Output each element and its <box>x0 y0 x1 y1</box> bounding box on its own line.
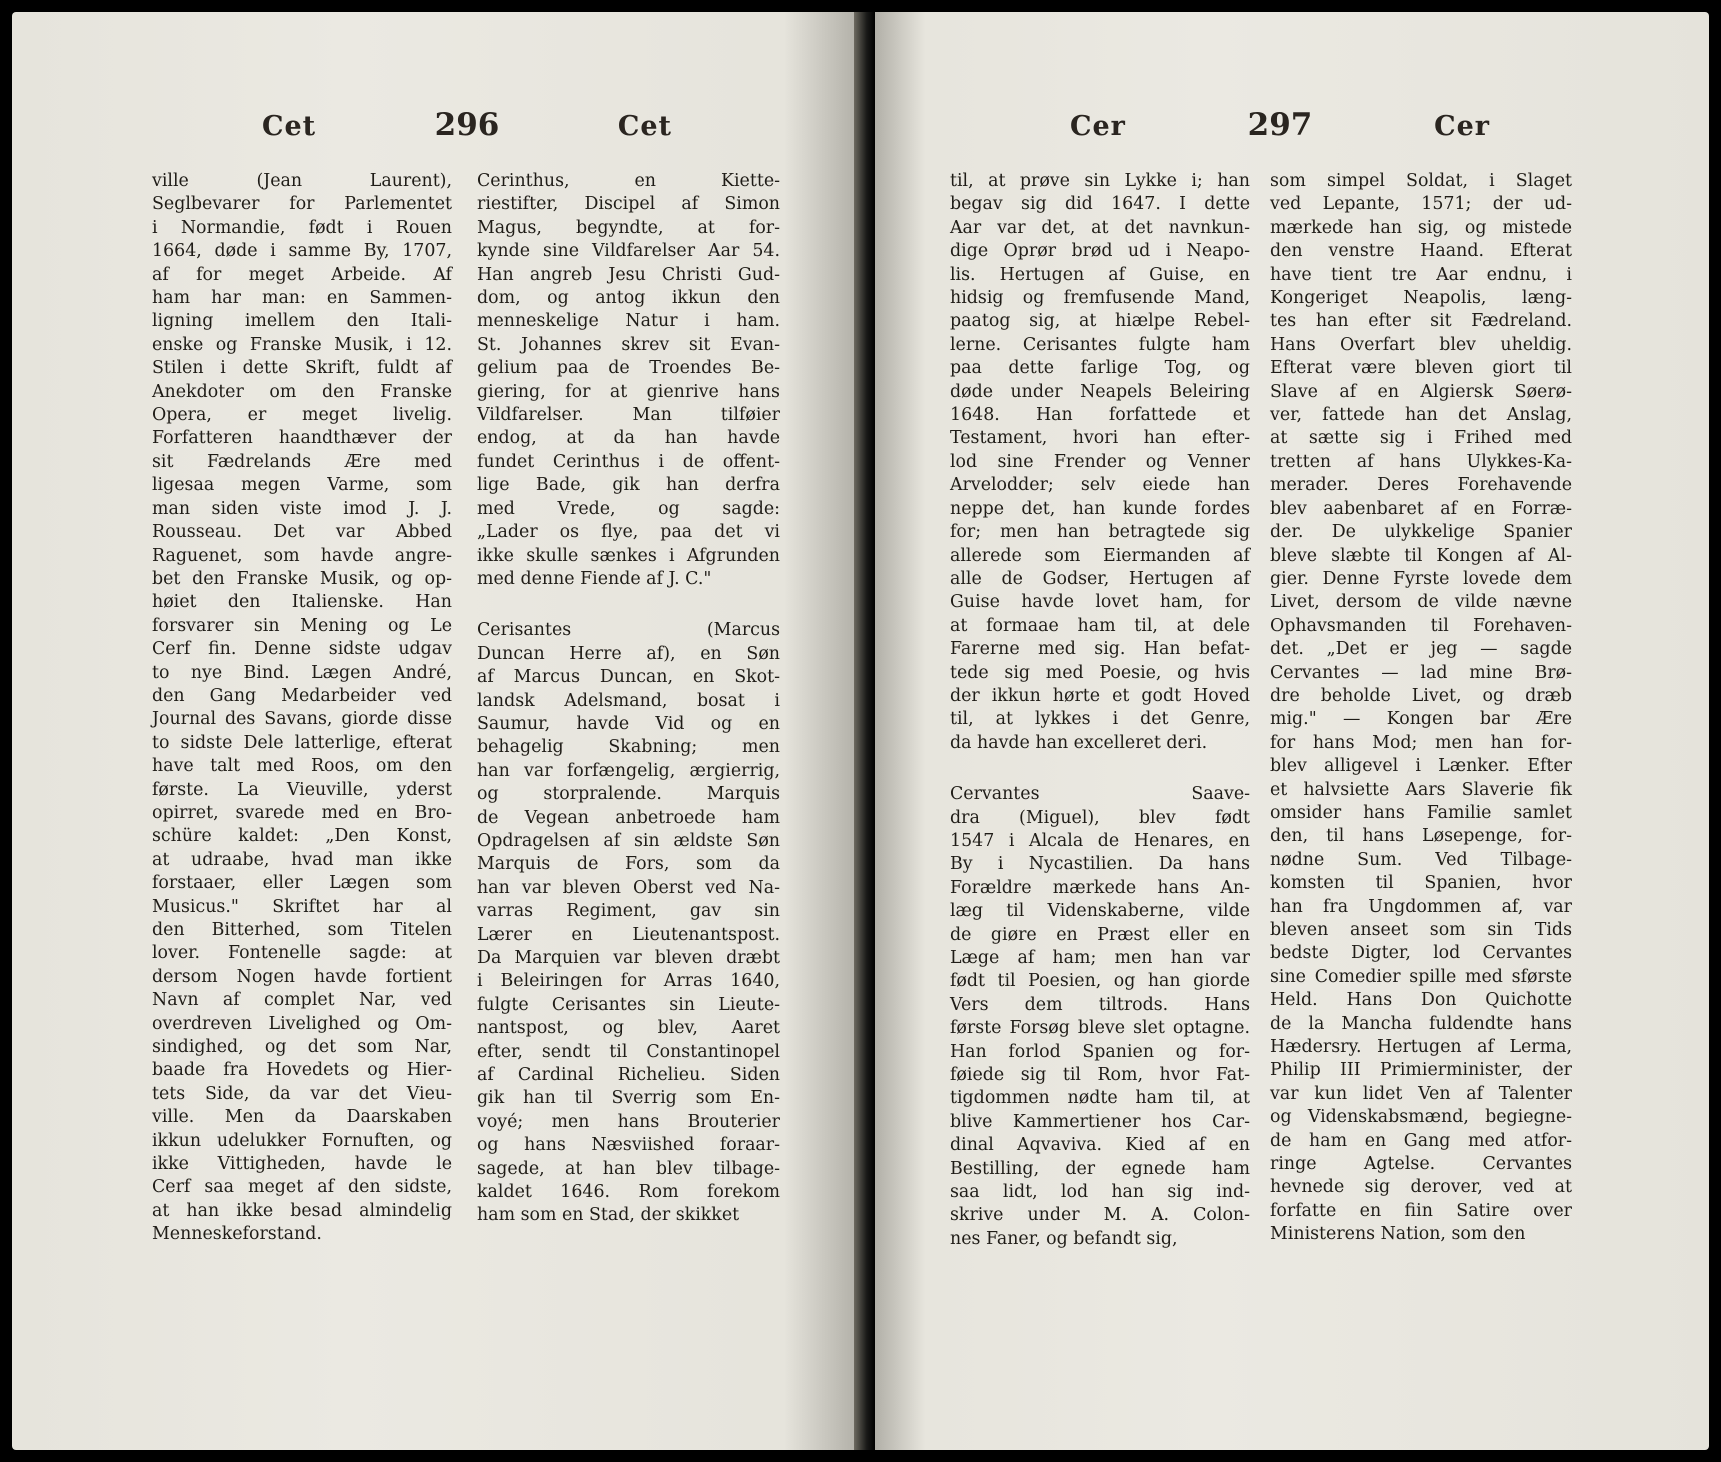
text-line: af for meget Arbeide. Af <box>152 264 452 285</box>
text-line: man siden viste imod J. J. <box>152 498 452 519</box>
text-line: By i Nycastilien. Da hans <box>950 854 1250 875</box>
text-line: da havde han excelleret deri. <box>950 732 1208 753</box>
text-line: af Cardinal Richelieu. Siden <box>477 1065 780 1086</box>
text-line: der. De ulykkelige Spanier <box>1270 522 1572 543</box>
text-line: efter, sendt til Constantinopel <box>477 1041 780 1062</box>
text-line: Arvelodder; selv eiede han <box>950 475 1250 496</box>
text-line: det. „Det er jeg — sagde <box>1270 639 1572 660</box>
entry-cerisantes <box>477 619 780 1228</box>
text-line: sine Comedier spille med sførste <box>1270 966 1572 987</box>
entry-cerinthus <box>477 170 780 591</box>
text-line: Magus, begyndte, at for- <box>477 217 780 238</box>
text-line: Vers dem tiltrods. Hans <box>950 994 1250 1015</box>
text-line: Anekdoter om den Franske <box>152 381 452 402</box>
text-line: Læge af ham; men han var <box>950 948 1250 968</box>
right-header-right-word: Cer <box>1434 111 1490 142</box>
text-line: omsider hans Familie samlet <box>1270 802 1572 823</box>
text-line: der ikkun hørte et godt Hoved <box>950 685 1250 706</box>
text-line: Hædersry. Hertugen af Lerma, <box>1270 1037 1572 1058</box>
left-page-column-2 <box>477 170 780 1228</box>
text-line: de ham en Gang med atfor- <box>1270 1130 1572 1151</box>
text-line: voyé; men hans Brouterier <box>477 1111 780 1132</box>
text-line: kynde sine Vildfarelser Aar 54. <box>477 241 780 262</box>
text-line: ville. Men da Daarskaben <box>152 1107 452 1128</box>
text-line: Han forlod Spanien og for- <box>950 1041 1250 1062</box>
text-line: Journal des Savans, giorde disse <box>152 709 452 730</box>
text-line: lod sine Frender og Venner <box>950 451 1250 472</box>
text-line: riestifter, Discipel af Simon <box>477 194 780 215</box>
left-page-header <box>262 107 672 143</box>
right-header-left-word: Cer <box>1070 111 1126 142</box>
text-line: Menneskeforstand. <box>152 1224 322 1245</box>
text-line: mig." — Kongen bar Ære <box>1270 709 1572 730</box>
left-page-number: 296 <box>434 107 500 143</box>
text-line: forsvarer sin Mening og Le <box>152 615 452 636</box>
text-line: Kongeriget Neapolis, læng- <box>1270 288 1572 309</box>
text-line: 1648. Han forfattede et <box>950 405 1250 426</box>
text-line: have tient tre Aar endnu, i <box>1270 264 1572 285</box>
text-line: for hans Mod; men han for- <box>1270 732 1572 753</box>
text-line: første. La Vieuville, yderst <box>152 779 452 800</box>
text-line: ham som en Stad, der skikket <box>477 1205 740 1226</box>
text-line: sagede, at han blev tilbage- <box>477 1158 780 1179</box>
text-line: ver, fattede han det Anslag, <box>1270 405 1572 426</box>
text-line: den, til hans Løsepenge, for- <box>1270 826 1572 847</box>
text-line: ringe Agtelse. Cervantes <box>1270 1154 1572 1175</box>
text-line: endog, at da han havde <box>477 428 780 449</box>
text-line: og hans Næsviished foraar- <box>477 1135 780 1156</box>
text-line: han fra Ungdommen af, var <box>1270 896 1572 917</box>
text-line: dige Oprør brød ud i Neapo- <box>950 241 1250 262</box>
text-line: nantspost, og blev, Aaret <box>477 1018 780 1039</box>
text-line: i Beleiringen for Arras 1640, <box>477 971 780 992</box>
text-line: have talt med Roos, om den <box>152 756 452 777</box>
text-line: Da Marquien var bleven dræbt <box>477 948 780 968</box>
text-line: med Vrede, og sagde: <box>477 498 780 519</box>
text-line: at udraabe, hvad man ikke <box>152 849 452 870</box>
text-line: mærkede han sig, og mistede <box>1270 217 1572 238</box>
text-line: schüre kaldet: „Den Konst, <box>152 826 452 847</box>
text-line: Cerf saa meget af den sidste, <box>152 1177 452 1198</box>
text-line: sindighed, og det som Nar, <box>152 1037 452 1058</box>
text-line: Musicus." Skriftet har al <box>152 896 452 917</box>
left-header-right-word: Cet <box>617 111 672 142</box>
text-line: Cerinthus, en Kiette- <box>477 171 780 191</box>
text-line: Rousseau. Det var Abbed <box>152 522 452 543</box>
text-line: behagelig Skabning; men <box>477 737 780 758</box>
text-line: baade fra Hovedets og Hier- <box>152 1060 452 1081</box>
text-line: et halvsiette Aars Slaverie fik <box>1270 779 1572 800</box>
text-line: Bestilling, der egnede ham <box>950 1158 1250 1179</box>
text-line: Livet, dersom de vilde nævne <box>1270 592 1572 613</box>
text-line: den Bitterhed, som Titelen <box>152 920 452 940</box>
text-line: var kun lidet Ven af Talenter <box>1270 1083 1572 1104</box>
text-line: ville (Jean Laurent), <box>152 171 452 191</box>
text-line: de la Mancha fuldendte hans <box>1270 1013 1572 1034</box>
text-line: Ministerens Nation, som den <box>1270 1224 1526 1245</box>
text-line: lerne. Cerisantes fulgte ham <box>950 334 1250 355</box>
text-line: merader. Deres Forehavende <box>1270 475 1572 496</box>
text-line: opirret, svarede med en Bro- <box>152 802 452 823</box>
text-line: Raguenet, som havde angre- <box>152 545 452 566</box>
text-line: dra (Miguel), blev født <box>950 807 1250 828</box>
text-line: tretten af hans Ulykkes-Ka- <box>1270 451 1572 472</box>
text-line: at sætte sig i Frihed med <box>1270 428 1572 449</box>
text-line: og storpralende. Marquis <box>477 784 780 805</box>
text-line: som simpel Soldat, i Slaget <box>1270 171 1572 191</box>
text-line: i Normandie, født i Rouen <box>152 217 452 238</box>
text-line: nødne Sum. Ved Tilbage- <box>1270 849 1572 870</box>
text-line: Guise havde lovet ham, for <box>950 592 1250 613</box>
text-line: bleve slæbte til Kongen af Al- <box>1270 545 1572 566</box>
paragraph-gap <box>477 591 780 619</box>
text-line: første Forsøg bleve slet optagne. <box>950 1018 1250 1039</box>
right-page-column-2 <box>1270 170 1572 1247</box>
text-line: to sidste Dele latterlige, efterat <box>152 732 452 753</box>
text-line: for; men han betragtede sig <box>950 522 1250 543</box>
text-line: 1664, døde i samme By, 1707, <box>152 241 452 262</box>
text-line: de Vegean anbetroede ham <box>477 807 780 828</box>
text-line: St. Johannes skrev sit Evan- <box>477 334 780 355</box>
text-line: ikke Vittigheden, havde le <box>152 1154 452 1175</box>
text-line: tigdommen nødte ham til, at <box>950 1088 1250 1109</box>
text-line: Stilen i dette Skrift, fuldt af <box>152 358 452 379</box>
text-line: Seglbevarer for Parlementet <box>152 194 452 215</box>
text-line: gier. Denne Fyrste lovede dem <box>1270 568 1572 589</box>
text-line: døde under Neapels Beleiring <box>950 381 1250 402</box>
text-line: dre beholde Livet, og dræb <box>1270 685 1572 706</box>
text-line: enske og Franske Musik, i 12. <box>152 334 452 355</box>
text-line: til, at prøve sin Lykke i; han <box>950 171 1250 191</box>
text-line: to nye Bind. Lægen André, <box>152 662 452 683</box>
text-line: overdreven Livelighed og Om- <box>152 1013 452 1034</box>
right-page-number: 297 <box>1247 107 1313 143</box>
text-line: læg til Videnskaberne, vilde <box>950 901 1250 922</box>
text-line: varras Regiment, gav sin <box>477 901 780 922</box>
text-line: og Videnskabsmænd, begiegne- <box>1270 1107 1572 1128</box>
text-line: Farerne med sig. Han befat- <box>950 639 1250 660</box>
text-line: den Gang Medarbeider ved <box>152 685 452 706</box>
text-line: lis. Hertugen af Guise, en <box>950 264 1250 285</box>
text-line: begav sig did 1647. I dette <box>950 194 1250 215</box>
text-line: paa dette farlige Tog, og <box>950 358 1250 379</box>
text-line: bet den Franske Musik, og op- <box>152 568 452 589</box>
text-line: Lærer en Lieutenantspost. <box>477 924 780 945</box>
text-line: Navn af complet Nar, ved <box>152 990 452 1011</box>
text-line: neppe det, han kunde fordes <box>950 498 1250 519</box>
left-page <box>12 12 854 1450</box>
entry-cervantes <box>950 783 1250 1251</box>
book-gutter <box>854 12 875 1450</box>
text-line: hevnede sig derover, ved at <box>1270 1177 1572 1198</box>
text-line: Cervantes Saave- <box>950 784 1250 805</box>
text-line: kaldet 1646. Rom forekom <box>477 1182 780 1203</box>
text-line: Marquis de Fors, som da <box>477 854 780 875</box>
text-line: Forældre mærkede hans An- <box>950 877 1250 898</box>
right-page-header <box>1070 107 1490 143</box>
text-line: tede sig med Poesie, og hvis <box>950 662 1250 683</box>
text-line: høiet den Italienske. Han <box>152 592 452 613</box>
text-line: nes Faner, og befandt sig, <box>950 1228 1178 1249</box>
text-line: dinal Aqvaviva. Kied af en <box>950 1135 1250 1156</box>
paragraph-gap <box>950 755 1250 783</box>
text-line: fundet Cerinthus i de offent- <box>477 451 780 472</box>
text-line: at han ikke besad almindelig <box>152 1200 452 1221</box>
text-line: Cervantes — lad mine Brø- <box>1270 662 1572 683</box>
right-page <box>875 12 1709 1450</box>
text-line: 1547 i Alcala de Henares, en <box>950 830 1250 851</box>
text-line: landsk Adelsmand, bosat i <box>477 690 780 711</box>
text-line: „Lader os flye, paa det vi <box>477 522 780 543</box>
text-line: gik han til Sverrig som En- <box>477 1088 780 1109</box>
text-line: med denne Fiende af J. C." <box>477 568 712 589</box>
text-line: hidsig og fremfusende Mand, <box>950 288 1250 309</box>
text-line: Cerf fin. Denne sidste udgav <box>152 639 452 660</box>
text-line: komsten til Spanien, hvor <box>1270 873 1572 894</box>
text-line: den venstre Haand. Efterat <box>1270 241 1572 262</box>
text-line: ikke skulle sænkes i Afgrunden <box>477 545 780 566</box>
text-line: dersom Nogen havde fortient <box>152 966 452 987</box>
text-line: ligesaa megen Varme, som <box>152 475 452 496</box>
text-line: lige Bade, gik han derfra <box>477 475 780 496</box>
text-line: Han angreb Jesu Christi Gud- <box>477 264 780 285</box>
text-line: Cerisantes (Marcus <box>477 620 780 641</box>
text-line: fulgte Cerisantes sin Lieute- <box>477 994 780 1015</box>
text-line: Duncan Herre af), en Søn <box>477 643 780 664</box>
text-line: Aar var det, at det navnkun- <box>950 217 1250 238</box>
text-line: han var bleven Oberst ved Na- <box>477 877 780 898</box>
text-line: lover. Fontenelle sagde: at <box>152 943 452 964</box>
text-line: bleven anseet som sin Tids <box>1270 920 1572 940</box>
text-line: dom, og antog ikkun den <box>477 288 780 309</box>
text-line: ham har man: en Sammen- <box>152 288 452 309</box>
text-line: af Marcus Duncan, en Skot- <box>477 667 780 688</box>
text-line: Opdragelsen af sin ældste Søn <box>477 830 780 851</box>
text-line: giering, for at gienrive hans <box>477 381 780 402</box>
text-line: forstaaer, eller Lægen som <box>152 873 452 894</box>
text-line: Opera, er meget livelig. <box>152 405 452 426</box>
text-line: forfatte en fiin Satire over <box>1270 1200 1572 1221</box>
text-line: Ophavsmanden til Forehaven- <box>1270 615 1572 636</box>
text-line: sit Fædrelands Ære med <box>152 451 452 472</box>
text-line: Forfatteren haandthæver der <box>152 428 452 449</box>
text-line: blev aabenbaret af en Forræ- <box>1270 498 1572 519</box>
text-line: ikkun udelukker Fornuften, og <box>152 1130 452 1151</box>
text-line: tets Side, da var det Vieu- <box>152 1083 452 1104</box>
text-line: skrive under M. A. Colon- <box>950 1205 1250 1226</box>
entry-cerisantes-continued <box>950 170 1250 755</box>
text-line: allerede som Eiermanden af <box>950 545 1250 566</box>
text-line: Held. Hans Don Quichotte <box>1270 990 1572 1011</box>
text-line: tes han efter sit Fædreland. <box>1270 311 1572 332</box>
right-page-column-1 <box>950 170 1250 1251</box>
text-line: de giøre en Præst eller en <box>950 924 1250 945</box>
text-line: Saumur, havde Vid og en <box>477 713 780 734</box>
text-line: han var forfængelig, ærgierrig, <box>477 760 780 781</box>
text-line: Philip III Primierminister, der <box>1270 1060 1572 1081</box>
text-line: ved Lepante, 1571; der ud- <box>1270 194 1572 215</box>
text-line: født til Poesien, og han giorde <box>950 971 1250 992</box>
text-line: at formaae ham til, at dele <box>950 615 1250 636</box>
text-line: Efterat være bleven giort til <box>1270 358 1572 379</box>
text-line: alle de Godser, Hertugen af <box>950 568 1250 589</box>
text-line: Hans Overfart blev uheldig. <box>1270 334 1572 355</box>
text-line: menneskelige Natur i ham. <box>477 311 780 332</box>
text-line: Slave af en Algiersk Søerø- <box>1270 381 1572 402</box>
text-line: blev alligevel i Lænker. Efter <box>1270 756 1572 777</box>
text-line: føiede sig til Rom, hvor Fat- <box>950 1065 1250 1086</box>
left-page-column-1 <box>152 170 452 1247</box>
text-line: Testament, hvori han efter- <box>950 428 1250 449</box>
text-line: gelium paa de Troendes Be- <box>477 358 780 379</box>
text-line: blive Kammertiener hos Car- <box>950 1111 1250 1132</box>
text-line: saa lidt, lod han sig ind- <box>950 1182 1250 1203</box>
text-line: paatog sig, at hiælpe Rebel- <box>950 311 1250 332</box>
text-line: Vildfarelser. Man tilføier <box>477 405 780 426</box>
left-header-left-word: Cet <box>262 111 317 142</box>
text-line: til, at lykkes i det Genre, <box>950 709 1250 730</box>
text-line: bedste Digter, lod Cervantes <box>1270 943 1572 964</box>
text-line: ligning imellem den Itali- <box>152 311 452 332</box>
